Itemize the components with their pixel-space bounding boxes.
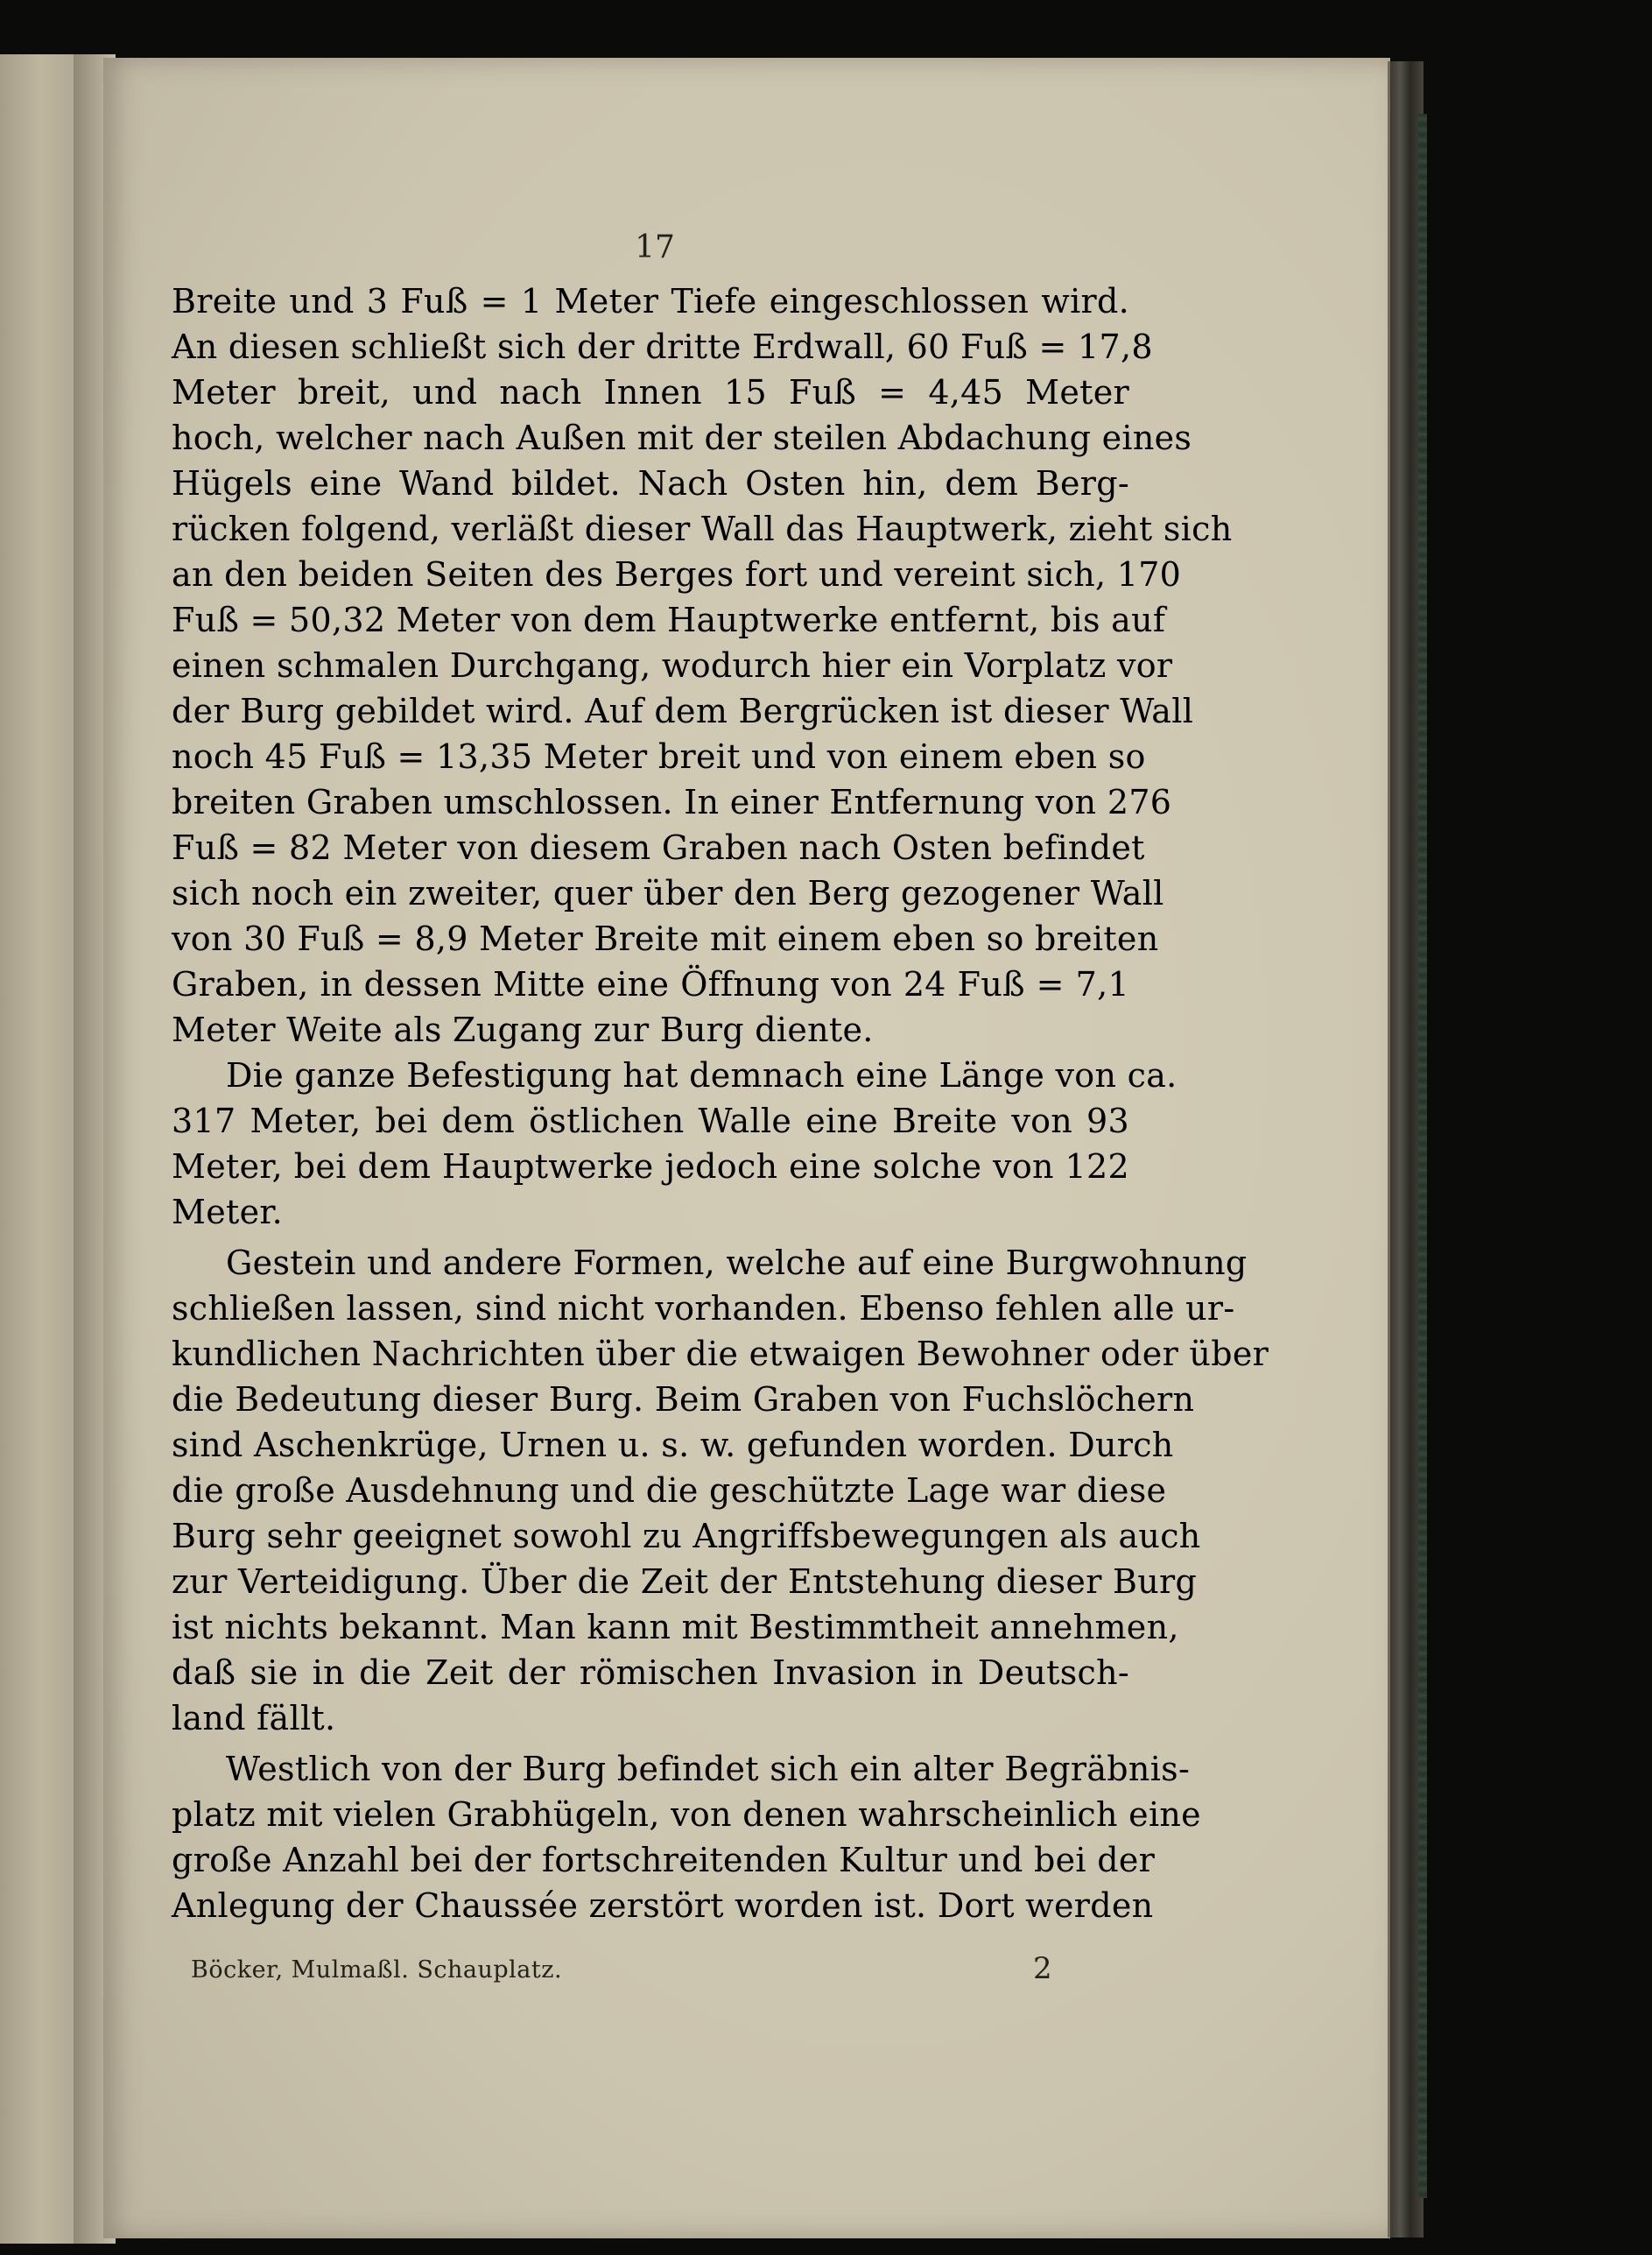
text-line: sich noch ein zweiter, quer über den Berg gezogener Wall <box>172 874 1164 913</box>
printer-signature: Böcker, Mulmaßl. Schauplatz. <box>191 1956 563 1984</box>
previous-page-edge <box>0 54 75 2244</box>
text-line: Breite und 3 Fuß = 1 Meter Tiefe eingeschlossen wird. <box>172 282 1129 321</box>
text-line: schließen lassen, sind nicht vorhanden. Ebenso fehlen alle ur- <box>172 1289 1235 1328</box>
text-line: Anlegung der Chaussée zerstört worden ist. Dort werden <box>172 1886 1154 1925</box>
text-line: Die ganze Befestigung hat demnach eine Länge von ca. <box>226 1056 1177 1095</box>
text-line: Westlich von der Burg befindet sich ein alter Begräbnis- <box>226 1750 1191 1788</box>
text-line: Gestein und andere Formen, welche auf eine Burgwohnung <box>226 1244 1248 1282</box>
text-line: 317 Meter, bei dem östlichen Walle eine Breite von 93 <box>172 1102 1129 1140</box>
text-line: große Anzahl bei der fortschreitenden Kultur und bei der <box>172 1841 1156 1879</box>
text-line: breiten Graben umschlossen. In einer Entfernung von 276 <box>172 783 1172 821</box>
text-line: rücken folgend, verläßt dieser Wall das Hauptwerk, zieht sich <box>172 510 1233 548</box>
text-line: land fällt. <box>172 1699 336 1737</box>
text-line: An diesen schließt sich der dritte Erdwall, 60 Fuß = 17,8 <box>172 328 1153 366</box>
page-number: 17 <box>635 229 675 265</box>
spine-edge <box>1418 114 1427 2198</box>
text-line: Meter Weite als Zugang zur Burg diente. <box>172 1011 874 1049</box>
text-line: Burg sehr geeignet sowohl zu Angriffsbewegungen als auch <box>172 1517 1201 1555</box>
text-line: die große Ausdehnung und die geschützte Lage war diese <box>172 1471 1167 1510</box>
text-line: die Bedeutung dieser Burg. Beim Graben von Fuchslöchern <box>172 1380 1195 1419</box>
text-line: an den beiden Seiten des Berges fort und vereint sich, 170 <box>172 555 1182 594</box>
text-line: Graben, in dessen Mitte eine Öffnung von 24 Fuß = 7,1 <box>172 965 1129 1004</box>
text-line: Hügels eine Wand bildet. Nach Osten hin, dem Berg- <box>172 464 1129 503</box>
text-line: sind Aschenkrüge, Urnen u. s. w. gefunden worden. Durch <box>172 1426 1174 1464</box>
text-line: platz mit vielen Grabhügeln, von denen wahrscheinlich eine <box>172 1795 1201 1834</box>
text-line: Meter. <box>172 1193 284 1231</box>
text-line: ist nichts bekannt. Man kann mit Bestimmtheit annehmen, <box>172 1608 1179 1646</box>
signature-number: 2 <box>1033 1951 1052 1986</box>
text-line: der Burg gebildet wird. Auf dem Bergrücken ist dieser Wall <box>172 692 1194 730</box>
text-line: hoch, welcher nach Außen mit der steilen Abdachung eines <box>172 419 1192 457</box>
text-line: daß sie in die Zeit der römischen Invasion in Deutsch- <box>172 1653 1129 1692</box>
text-line: Fuß = 50,32 Meter von dem Hauptwerke entfernt, bis auf <box>172 601 1166 639</box>
text-line: Meter, bei dem Hauptwerke jedoch eine solche von 122 <box>172 1147 1129 1186</box>
text-line: kundlichen Nachrichten über die etwaigen Bewohner oder über <box>172 1335 1269 1373</box>
text-line: von 30 Fuß = 8,9 Meter Breite mit einem eben so breiten <box>172 920 1159 958</box>
text-line: noch 45 Fuß = 13,35 Meter breit und von einem eben so <box>172 737 1146 776</box>
text-line: Fuß = 82 Meter von diesem Graben nach Osten befindet <box>172 828 1145 867</box>
text-line: zur Verteidigung. Über die Zeit der Entstehung dieser Burg <box>172 1562 1198 1601</box>
text-line: Meter breit, und nach Innen 15 Fuß = 4,45 Meter <box>172 373 1129 412</box>
text-line: einen schmalen Durchgang, wodurch hier ein Vorplatz vor <box>172 646 1173 685</box>
